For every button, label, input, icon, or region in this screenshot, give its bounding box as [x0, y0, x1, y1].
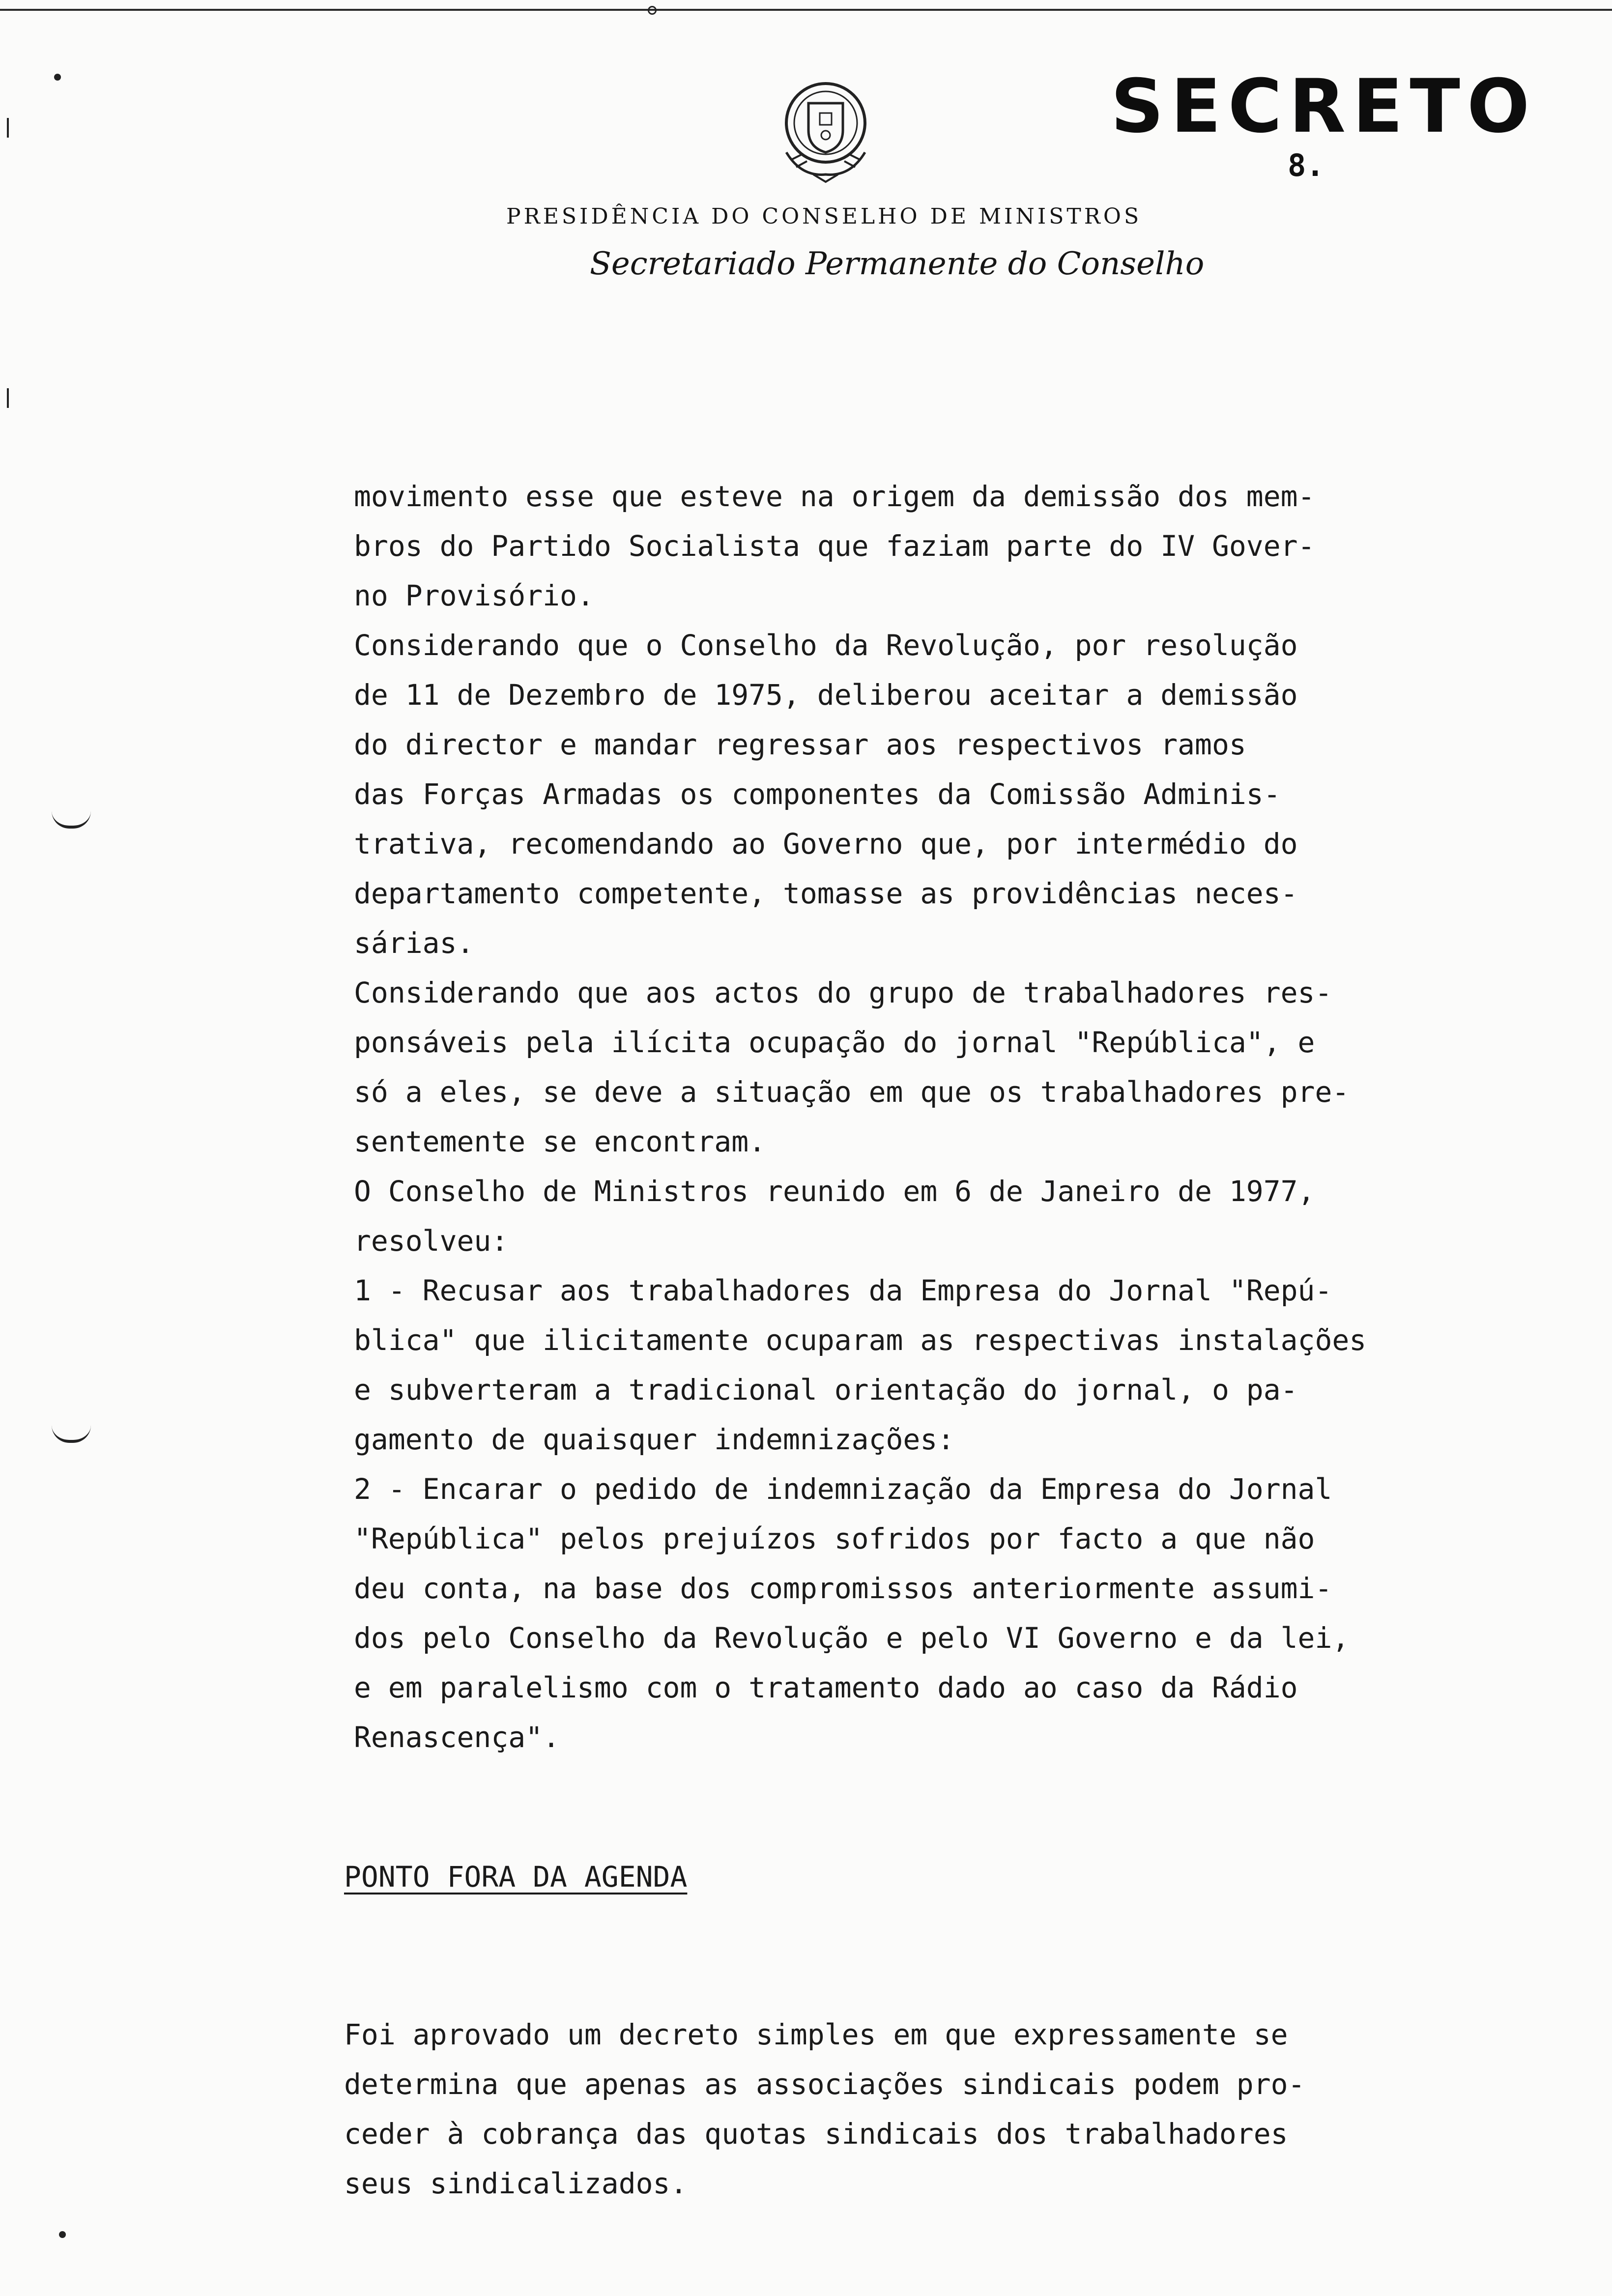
body-line: resolveu: — [354, 1224, 509, 1258]
body-text — [354, 472, 1494, 1762]
scan-mark — [7, 388, 9, 408]
scan-mark — [59, 2231, 66, 2238]
body-line: bros do Partido Socialista que faziam parte do IV Gover- — [354, 529, 1315, 563]
section-line: determina que apenas as associações sindicais podem pro- — [344, 2067, 1305, 2101]
body-line: e em paralelismo com o tratamento dado ao caso da Rádio — [354, 1671, 1298, 1704]
body-line: 2 - Encarar o pedido de indemnização da Empresa do Jornal — [354, 1472, 1332, 1506]
body-line: 1 - Recusar aos trabalhadores da Empresa do Jornal "Repú- — [354, 1274, 1332, 1307]
punch-hole-mark — [52, 811, 91, 829]
body-line: do director e mandar regressar aos respectivos ramos — [354, 728, 1246, 761]
body-line: gamento de quaisquer indemnizações: — [354, 1423, 955, 1456]
header-subtitle: Secretariado Permanente do Conselho — [590, 246, 1205, 282]
body-line: dos pelo Conselho da Revolução e pelo VI Governo e da lei, — [354, 1621, 1350, 1655]
scan-mark — [648, 6, 657, 15]
body-line: ponsáveis pela ilícita ocupação do jornal "República", e — [354, 1026, 1315, 1059]
body-line: Considerando que aos actos do grupo de trabalhadores res- — [354, 976, 1332, 1009]
section-line: Foi aprovado um decreto simples em que expressamente se — [344, 2018, 1288, 2051]
body-line: de 11 de Dezembro de 1975, deliberou aceitar a demissão — [354, 678, 1298, 712]
body-line: só a eles, se deve a situação em que os trabalhadores pre- — [354, 1075, 1350, 1109]
body-line: e subverteram a tradicional orientação do jornal, o pa- — [354, 1373, 1298, 1406]
section-line: ceder à cobrança das quotas sindicais dos trabalhadores — [344, 2117, 1288, 2151]
body-line: no Provisório. — [354, 579, 594, 612]
body-line: trativa, recomendando ao Governo que, por intermédio do — [354, 827, 1298, 861]
section-body — [344, 2010, 1504, 2209]
top-scan-edge — [0, 9, 1612, 11]
body-line: movimento esse que esteve na origem da demissão dos mem- — [354, 480, 1315, 513]
scan-mark — [7, 118, 9, 138]
section-line: seus sindicalizados. — [344, 2167, 688, 2200]
body-line: blica" que ilicitamente ocuparam as respectivas instalações — [354, 1323, 1367, 1357]
secret-stamp: SECRETO — [1111, 64, 1537, 149]
section-heading: PONTO FORA DA AGENDA — [344, 1860, 688, 1894]
page-number: 8. — [1288, 147, 1324, 183]
body-line: das Forças Armadas os componentes da Comissão Adminis- — [354, 777, 1281, 811]
body-line: "República" pelos prejuízos sofridos por facto a que não — [354, 1522, 1315, 1555]
body-line: O Conselho de Ministros reunido em 6 de Janeiro de 1977, — [354, 1175, 1315, 1208]
coat-of-arms-icon — [767, 69, 885, 187]
scan-mark — [54, 74, 61, 81]
body-line: deu conta, na base dos compromissos anteriormente assumi- — [354, 1572, 1332, 1605]
body-line: Renascença". — [354, 1721, 560, 1754]
body-line: sárias. — [354, 926, 474, 960]
body-line: departamento competente, tomasse as providências neces- — [354, 877, 1298, 910]
body-line: sentemente se encontram. — [354, 1125, 766, 1158]
punch-hole-mark — [52, 1425, 91, 1443]
body-line: Considerando que o Conselho da Revolução, por resolução — [354, 629, 1298, 662]
header-title: PRESIDÊNCIA DO CONSELHO DE MINISTROS — [506, 204, 1142, 229]
